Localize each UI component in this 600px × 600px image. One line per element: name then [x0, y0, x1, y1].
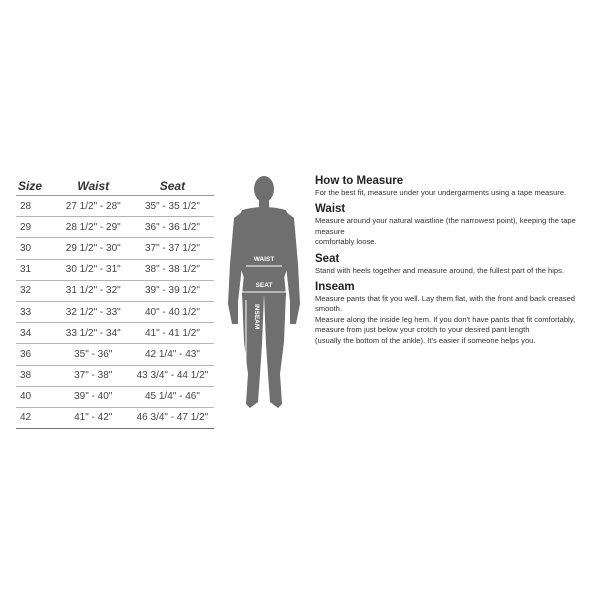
seat-cell: 41" - 41 1/2"	[144, 327, 200, 339]
seat-cell: 36" - 36 1/2"	[144, 221, 200, 233]
waist-cell: 35" - 36"	[74, 348, 113, 360]
size-cell: 40	[20, 391, 32, 403]
waist-cell: 31 1/2" - 32"	[65, 285, 121, 297]
how-to-measure-text: For the best fit, measure under your undergarments using a tape measure.	[315, 188, 567, 197]
waist-cell: 37" - 38"	[74, 370, 113, 382]
table-body	[16, 196, 214, 429]
waist-text: Measure around your natural waistline (the narrowest point), keeping the tape measure comfortably loose.	[315, 216, 576, 247]
body-measurement-figure	[222, 174, 306, 414]
waist-cell: 41" - 42"	[74, 412, 113, 424]
size-cell: 32	[20, 285, 32, 297]
waist-cell: 28 1/2" - 29"	[65, 221, 121, 233]
size-cell: 38	[20, 370, 32, 382]
waist-label: WAIST	[253, 256, 275, 263]
seat-cell: 35" - 35 1/2"	[144, 200, 200, 212]
seat-cell: 38" - 38 1/2"	[144, 264, 200, 276]
table-header	[16, 173, 214, 196]
table-row	[16, 281, 214, 302]
seat-cell: 39" - 39 1/2"	[144, 285, 200, 297]
waist-cell: 32 1/2" - 33"	[65, 306, 121, 318]
seat-cell: 37" - 37 1/2"	[144, 242, 200, 254]
table-row	[16, 238, 214, 259]
human-silhouette	[222, 174, 306, 414]
size-chart-table	[16, 173, 214, 429]
table-row	[16, 302, 214, 323]
waist-cell: 30 1/2" - 31"	[65, 264, 121, 276]
seat-label: SEAT	[255, 282, 273, 289]
inseam-label: INSEAM	[253, 304, 260, 330]
table-row	[16, 260, 214, 281]
header-size: Size	[18, 179, 43, 193]
seat-cell: 43 3/4" - 44 1/2"	[136, 370, 209, 382]
table-row	[16, 323, 214, 344]
seat-title: Seat	[315, 252, 340, 265]
seat-cell: 45 1/4" - 46"	[144, 391, 200, 403]
size-cell: 29	[20, 221, 32, 233]
table-row	[16, 344, 214, 365]
header-seat: Seat	[159, 179, 186, 193]
measuring-instructions	[315, 175, 585, 351]
size-cell: 33	[20, 306, 32, 318]
waist-cell: 29 1/2" - 30"	[65, 242, 121, 254]
waist-cell: 33 1/2" - 34"	[65, 327, 121, 339]
seat-cell: 42 1/4" - 43"	[144, 348, 200, 360]
size-cell: 30	[20, 242, 32, 254]
seat-text: Stand with heels together and measure around, the fullest part of the hips.	[315, 265, 565, 275]
table-row	[16, 217, 214, 238]
size-cell: 36	[20, 348, 32, 360]
table-row	[16, 387, 214, 408]
inseam-title: Inseam	[315, 281, 355, 294]
header-waist: Waist	[77, 179, 110, 193]
table-row	[16, 366, 214, 387]
seat-cell: 46 3/4" - 47 1/2"	[136, 412, 209, 424]
how-to-measure-title: How to Measure	[315, 175, 404, 187]
waist-title: Waist	[315, 203, 346, 216]
table-row	[16, 196, 214, 217]
size-cell: 42	[20, 412, 32, 424]
size-cell: 28	[20, 200, 32, 212]
waist-cell: 27 1/2" - 28"	[65, 200, 121, 212]
table-row	[16, 408, 214, 429]
seat-cell: 40" - 40 1/2"	[144, 306, 200, 318]
waist-cell: 39" - 40"	[74, 391, 113, 403]
size-cell: 31	[20, 264, 32, 276]
size-cell: 34	[20, 327, 32, 339]
inseam-text: Measure pants that fit you well. Lay them flat, with the front and back creased smooth. Measure along the inside leg hem. If you don't have pants that fit comfortably, measure from just below your crotch to your desired pant length (usually the bottom of the ankle). It's easier if someone helps you.	[315, 294, 576, 345]
